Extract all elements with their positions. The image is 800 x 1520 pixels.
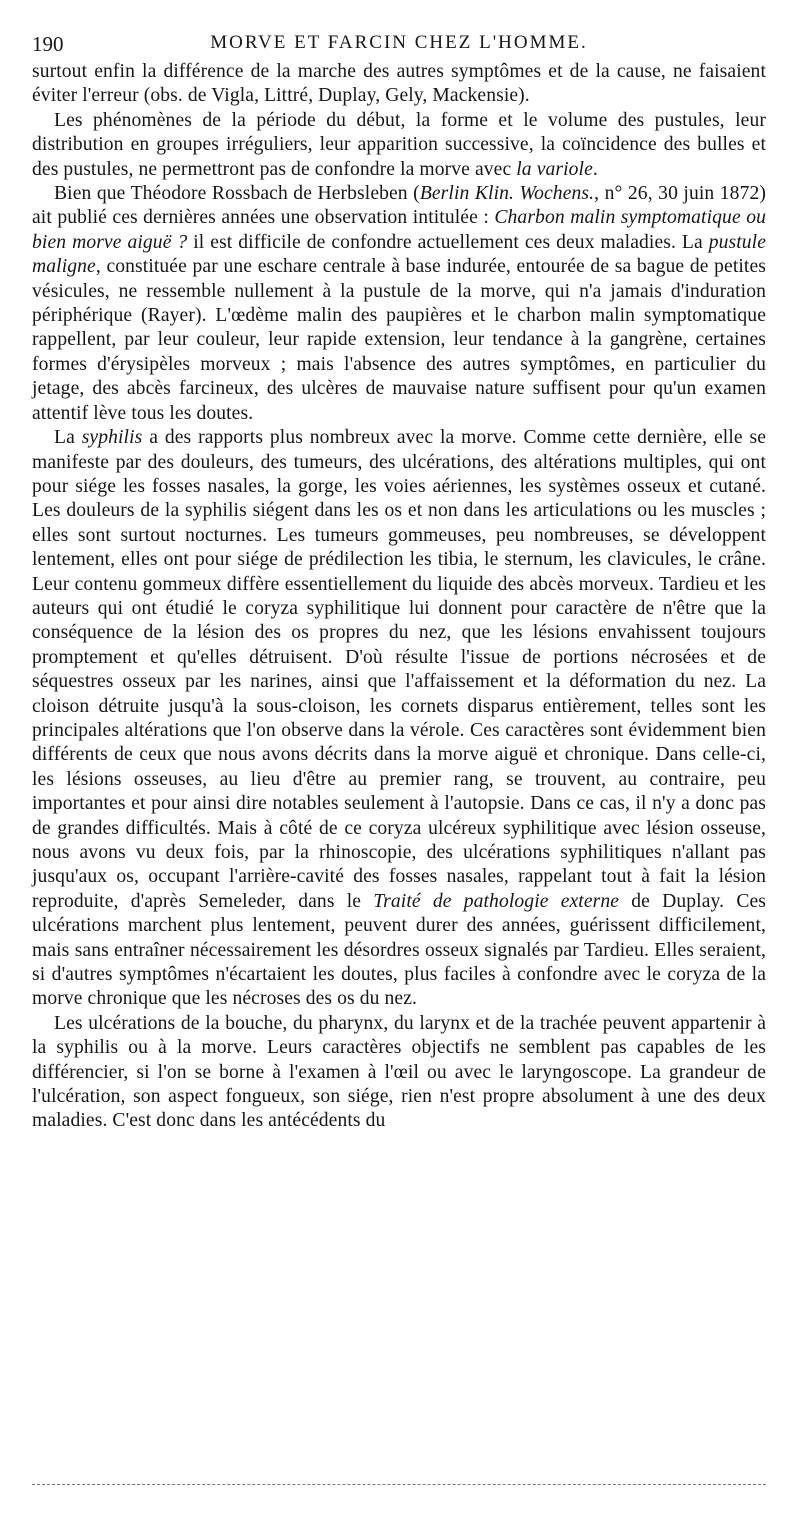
text-run: , n° 26, 30 juin 1872) ait publié ces dernières années une observation intitulée : — [32, 183, 767, 229]
italic-citation: Berlin Klin. Wochens. — [419, 183, 595, 205]
paragraph-ulcerations — [32, 1012, 766, 1134]
footer-rule — [32, 1484, 766, 1485]
text-run: La — [54, 427, 82, 449]
running-head — [32, 26, 766, 60]
paragraph-charbon — [32, 182, 766, 426]
text-run: , constituée par une eschare centrale à base indurée, entourée de sa bague de petites vésicules, ne ressemble nullement à la pustule de la morve, qui n'a jamais d'induration périphérique (Rayer). L'œdème malin des paupières et le charbon malin symptomatique rappellent, par leur couleur, leur rapide extension, leur tendance à la gangrène, certaines formes d'érysipèles morveux ; mais l'absence des autres symptômes, en particulier du jetage, des abcès farcineux, des ulcères de mauvaise nature suffisent pour qu'un examen attentif lève tous les doutes. — [32, 256, 766, 424]
italic-title: Charbon malin symptomatique ou bien morve aiguë ? — [32, 207, 766, 253]
text-run: Les phénomènes de la période du début, la forme et le volume des pustules, leur distribution en groupes irréguliers, leur apparition successive, la coïncidence des bulles et des pustules, ne permettront pas de confondre la morve avec — [32, 109, 766, 180]
text-run: a des rapports plus nombreux avec la morve. Comme cette dernière, elle se manifeste par des douleurs, des tumeurs, des ulcérations, des altérations multiples, qui ont pour siége les fosses nasales, la gorge, les voies aériennes, les systèmes osseux et cutané. Les douleurs de la syphilis siégent dans les os et non dans les articulations ou les muscles ; elles sont surtout nocturnes. Les tumeurs gommeuses, peu nombreuses, se développent lentement, elles ont pour siége de prédilection les tibia, le sternum, les clavicules, le crâne. Leur contenu gommeux diffère essentiellement du liquide des abcès morveux. Tardieu et les auteurs qui ont étudié le coryza syphilitique lui donnent pour caractère de n'être que la conséquence de la lésion des os propres du nez, que les lésions envahissent toujours promptement et qu'elles détruisent. D'où résulte l'issue de portions nécrosées et de séquestres osseux par les narines, ainsi que l'affaissement et la déformation du nez. La cloison détruite jusqu'à la sous-cloison, les cornets disparus entièrement, telles sont les principales altérations que l'on observe dans la vérole. Ces caractères sont évidemment bien différents de ceux que nous avons décrits dans la morve aiguë et chronique. Dans celle-ci, les lésions osseuses, au lieu d'être au premier rang, se trouvent, au contraire, peu importantes et pour ainsi dire notables seulement à l'autopsie. Dans ce cas, il n'y a donc pas de grandes difficultés. Mais à côté de ce coryza ulcéreux syphilitique avec lésion osseuse, nous avons vu deux fois, par la rhinoscopie, des ulcérations syphilitiques n'allant pas jusqu'aux os, occupant l'arrière-cavité des fosses nasales, rappelant tout à fait la lésion reproduite, d'après Semeleder, dans le — [32, 427, 767, 912]
text-run: il est difficile de confondre actuellement ces deux maladies. La — [187, 231, 709, 253]
text-run: surtout enfin la différence de la marche des autres symptômes et de la cause, ne faisaient éviter l'erreur (obs. de Vigla, Littré, Duplay, Gely, Mackensie). — [32, 61, 766, 107]
text-run: Bien que Théodore Rossbach de Herbsleben ( — [54, 183, 420, 205]
book-page — [32, 26, 766, 1134]
text-run: . — [592, 158, 598, 180]
text-run: de Duplay. Ces ulcérations marchent plus lentement, peuvent durer des années, guérissent difficilement, mais sans entraîner nécessairement les désordres osseux signalés par Tardieu. Elles seraient, si d'autres symptômes n'écartaient les doutes, plus faciles à confondre avec le coryza de la morve chronique que les nécroses des os du nez. — [32, 890, 767, 1010]
text-run: Les ulcérations de la bouche, du pharynx, du larynx et de la trachée peuvent appartenir à la syphilis ou à la morve. Leurs caractères objectifs ne semblent pas capables de les différencier, si l'on se borne à l'examen à l'œil ou avec le laryngoscope. La grandeur de l'ulcération, son aspect fongueux, son siége, rien n'est propre absolument à une des deux maladies. C'est donc dans les antécédents du — [32, 1012, 766, 1132]
paragraph-syphilis — [32, 426, 766, 1012]
page-number: 190 — [32, 32, 64, 56]
paragraph-variole — [32, 109, 766, 182]
italic-term: syphilis — [81, 427, 143, 449]
paragraph-continuation — [32, 60, 766, 109]
italic-term: pustule maligne — [32, 231, 766, 278]
italic-title: Traité de pathologie externe — [373, 890, 620, 912]
running-title: MORVE ET FARCIN CHEZ L'HOMME. — [210, 32, 588, 53]
italic-term: la variole — [516, 158, 593, 180]
